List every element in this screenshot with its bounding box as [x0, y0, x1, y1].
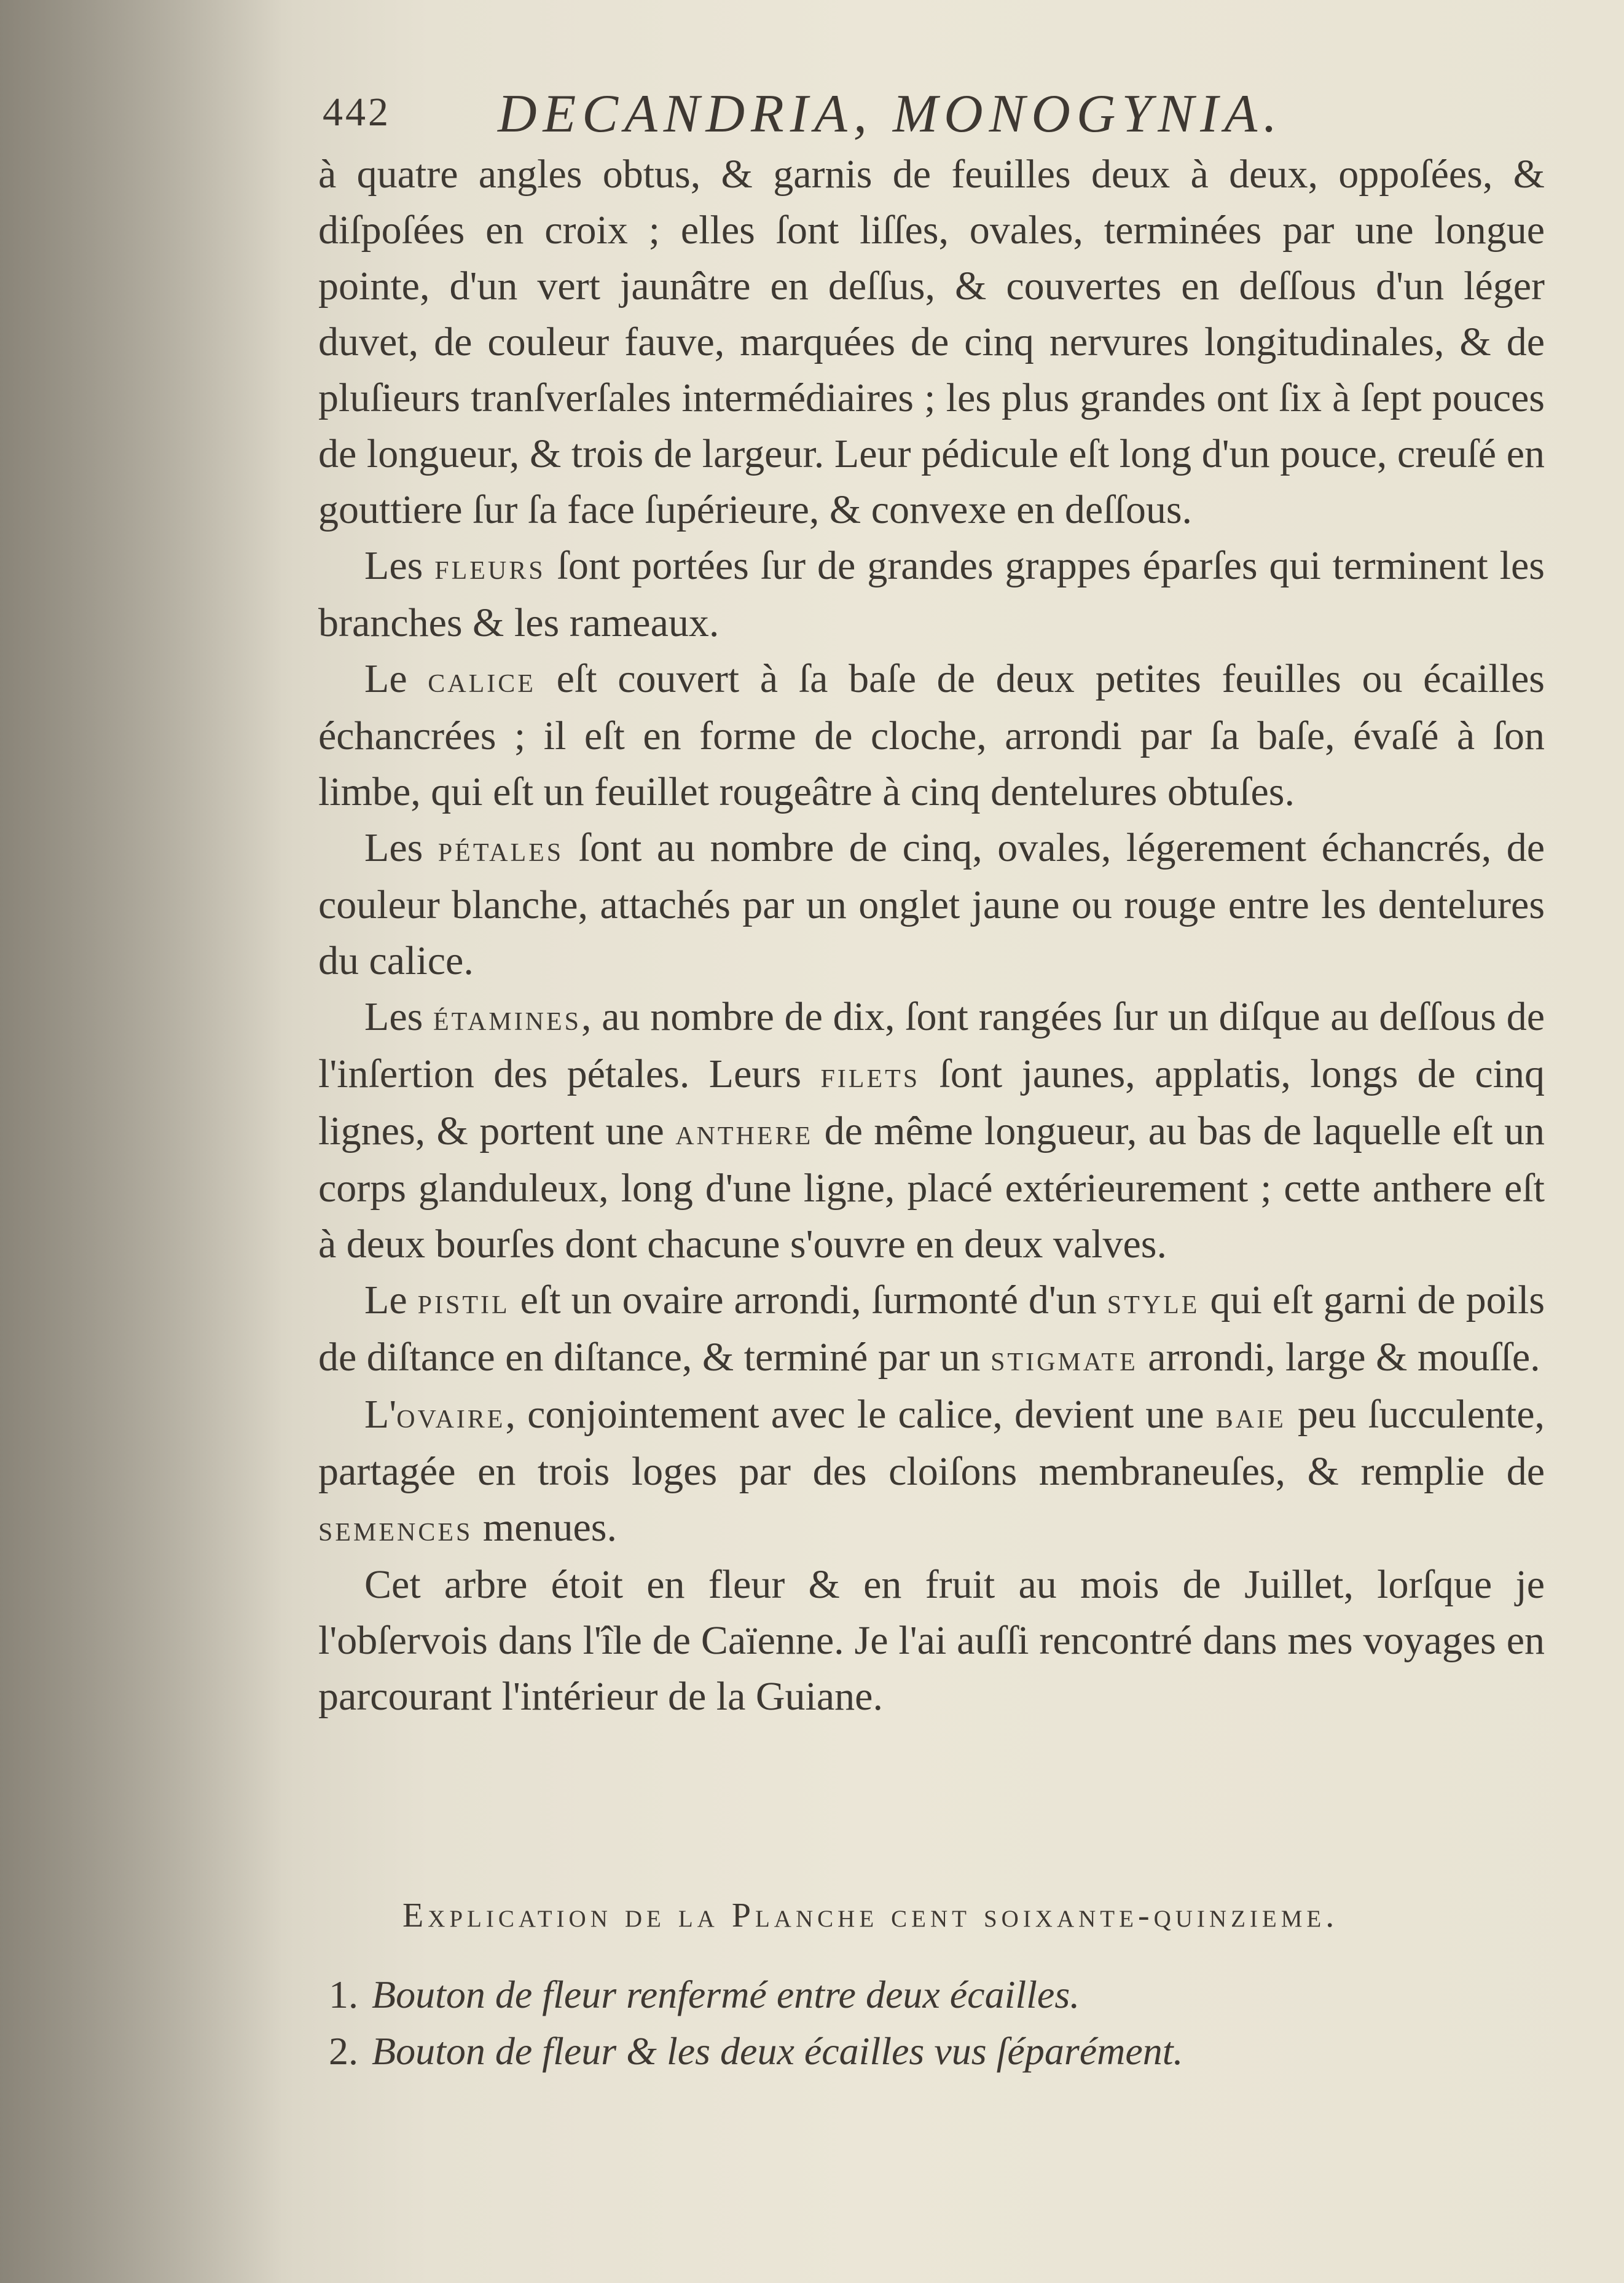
term-anthere: anthere — [675, 1112, 814, 1152]
term-semences: semences — [318, 1508, 473, 1549]
paragraph-observation: Cet arbre étoit en fleur & en fruit au mois de Juillet, lorſque je l'obſervois dans l'île de Caïenne. Je l'ai auſſi rencontré dans mes voyages en parcourant l'intérieur de la Guiane. — [318, 1562, 1545, 1719]
term-filets: filets — [820, 1055, 920, 1095]
legend-item — [329, 1967, 1435, 2023]
gutter-shadow — [0, 0, 283, 2283]
plate-explanation-heading: Explication de la Planche cent soixante-quinzieme. — [402, 1896, 1339, 1935]
term-style: style — [1107, 1281, 1200, 1321]
term-stigmate: stigmate — [990, 1338, 1138, 1378]
term-ovaire: ovaire — [396, 1395, 506, 1436]
paragraph-ovary: L'ovaire, conjointement avec le calice, devient une baie peu ſucculente, partagée en trois loges par des cloiſons membraneuſes, & remplie de semences menues. — [318, 1392, 1545, 1550]
plate-legend — [329, 1967, 1435, 2080]
legend-text: Bouton de fleur & les deux écailles vus ſéparément. — [372, 2029, 1183, 2073]
term-pistil: pistil — [417, 1281, 510, 1321]
legend-text: Bouton de fleur renfermé entre deux écailles. — [372, 1973, 1080, 2016]
term-baie: baie — [1215, 1395, 1286, 1436]
term-fleurs: fleurs — [434, 546, 546, 587]
running-title: DECANDRIA, MONOGYNIA. — [498, 84, 1284, 144]
running-head — [323, 83, 1379, 151]
paragraph-continuation: à quatre angles obtus, & garnis de feuilles deux à deux, oppoſées, & diſpoſées en croix ; elles ſont liſſes, ovales, terminées par une longue pointe, d'un vert jaunâtre en deſſus, & couvertes en deſſous d'un léger duvet, de couleur fauve, marquées de cinq nervures longitudinales, & de pluſieurs tranſverſales intermédiaires ; les plus grandes ont ſix à ſept pouces de longueur, & trois de largeur. Leur pédicule eſt long d'un pouce, creuſé en gouttiere ſur ſa face ſupérieure, & convexe en deſſous. — [318, 152, 1545, 532]
term-calice: calice — [428, 659, 536, 700]
paragraph-flowers: Les fleurs ſont portées ſur de grandes grappes éparſes qui terminent les branches & les rameaux. — [318, 543, 1545, 645]
paragraph-calyx: Le calice eſt couvert à ſa baſe de deux petites feuilles ou écailles échancrées ; il eſt en forme de cloche, arrondi par ſa baſe, évaſé à ſon limbe, qui eſt un feuillet rougeâtre à cinq dentelures obtuſes. — [318, 656, 1545, 814]
legend-number: 2. — [329, 2029, 358, 2073]
body-text — [318, 146, 1545, 1724]
paragraph-petals: Les pétales ſont au nombre de cinq, ovales, légerement échancrés, de couleur blanche, attachés par un onglet jaune ou rouge entre les dentelures du calice. — [318, 825, 1545, 983]
paragraph-stamens: Les étamines, au nombre de dix, ſont rangées ſur un diſque au deſſous de l'inſertion des pétales. Leurs filets ſont jaunes, applatis, longs de cinq lignes, & portent une anthere de même longueur, au bas de laquelle eſt un corps glanduleux, long d'une ligne, placé extérieurement ; cette anthere eſt à deux bourſes dont chacune s'ouvre en deux valves. — [318, 994, 1545, 1267]
paragraph-pistil: Le pistil eſt un ovaire arrondi, ſurmonté d'un style qui eſt garni de poils de diſtance en diſtance, & terminé par un stigmate arrondi, large & mouſſe. — [318, 1278, 1545, 1380]
page-number: 442 — [323, 90, 391, 135]
term-petales: pétales — [437, 828, 564, 869]
term-etamines: étamines — [433, 997, 581, 1038]
legend-item — [329, 2023, 1435, 2080]
legend-number: 1. — [329, 1973, 358, 2016]
